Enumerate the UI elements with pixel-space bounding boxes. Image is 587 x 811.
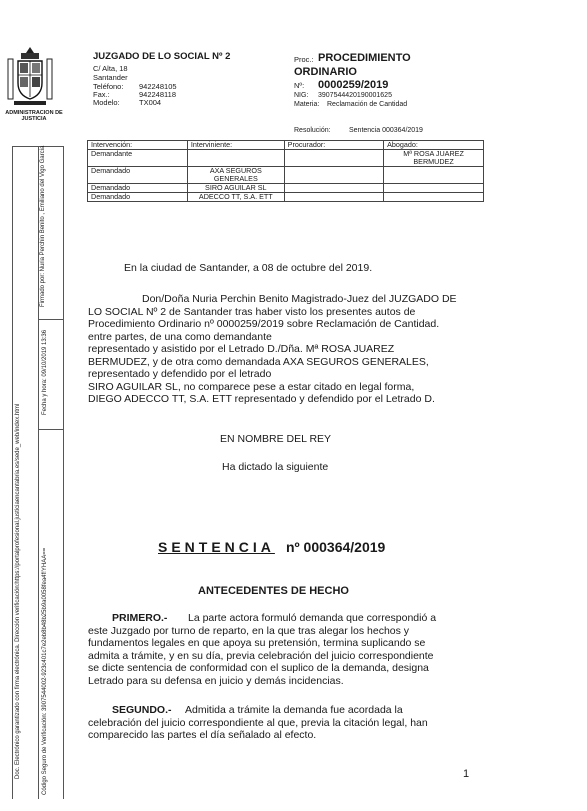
intro-line: SIRO AGUILAR SL, no comparece pese a estar citado en legal forma, xyxy=(88,380,415,393)
rey-heading: EN NOMBRE DEL REY xyxy=(220,433,332,445)
dictado-line: Ha dictado la siguiente xyxy=(222,461,329,473)
number-label: Nº: xyxy=(294,81,305,90)
table-row xyxy=(88,167,484,184)
intro-line: BERMUDEZ, y de otra como demandada AXA SEGUROS GENERALES, xyxy=(88,355,429,368)
intro-line: representado y asistido por el Letrado D./Dña. Mª ROSA JUAREZ xyxy=(88,343,395,355)
cell-interviniente: AXA SEGUROS GENERALES xyxy=(187,167,284,184)
cell-intervencion: Demandado xyxy=(88,184,188,193)
cell-intervencion: Demandante xyxy=(88,150,188,167)
segundo-line: Admitida a trámite la demanda fue acordada la xyxy=(185,704,403,716)
table-row xyxy=(88,150,484,167)
materia-label: Materia: xyxy=(294,101,320,108)
model-label: Modelo: xyxy=(93,98,120,107)
sign-date: Fecha y hora: 09/10/2019 13:36 xyxy=(42,329,48,415)
cell-abogado xyxy=(384,193,484,202)
nig-label: NIG: xyxy=(294,92,309,99)
address-line: C/ Alta, 18 xyxy=(93,64,128,73)
proc-value-1: PROCEDIMIENTO xyxy=(318,52,411,64)
table-row xyxy=(88,193,484,202)
cell-abogado: Mª ROSA JUAREZ BERMUDEZ xyxy=(384,150,484,167)
coat-of-arms-icon xyxy=(6,45,54,109)
cell-abogado xyxy=(384,184,484,193)
phone-label: Teléfono: xyxy=(93,82,124,91)
header-intervencion: Intervención: xyxy=(88,141,188,150)
emblem-label: ADMINISTRACION DE JUSTICIA xyxy=(5,110,63,122)
intro-line: DIEGO ADECCO TT, S.A. ETT representado y defendido por el Letrado D. xyxy=(88,393,435,405)
sentencia-title: SENTENCIA xyxy=(158,539,275,555)
cell-abogado xyxy=(384,167,484,184)
primero-line: La parte actora formuló demanda que correspondió a xyxy=(188,612,437,624)
proc-label: Proc.: xyxy=(294,55,314,64)
intro-line: entre partes, de una como demandante xyxy=(88,330,272,343)
intro-line: Don/Doña Nuria Perchin Benito Magistrado-Juez del JUZGADO DE xyxy=(142,293,457,305)
cell-interviniente xyxy=(187,150,284,167)
cell-procurador xyxy=(284,167,383,184)
antecedentes-heading: ANTECEDENTES DE HECHO xyxy=(198,585,349,597)
proc-value-2: ORDINARIO xyxy=(294,66,357,78)
intro-line: Procedimiento Ordinario nº 0000259/2019 sobre Reclamación de Cantidad. xyxy=(88,318,440,330)
intro-line: representado y defendido por el letrado xyxy=(88,368,272,380)
cell-interviniente: SIRO AGUILAR SL xyxy=(187,184,284,193)
cell-procurador xyxy=(284,184,383,193)
header-abogado: Abogado: xyxy=(384,141,484,150)
cell-procurador xyxy=(284,193,383,202)
signed-by: Firmado por: Nuria Perchin Benito , Emiliano del Vigo Garcia xyxy=(40,145,46,307)
doc-verification-note: Doc. Electrónico garantizado con firma electrónica. Dirección verificación:https://portalprofesional.justiciaencantabria.es/sede_web/index.html xyxy=(15,403,21,779)
segundo-paragraph xyxy=(88,704,483,742)
primero-line: se dicte sentencia de conformidad con el suplico de la demanda, designa xyxy=(88,662,429,674)
resolution-value: Sentencia 000364/2019 xyxy=(349,127,423,134)
fax-value: 942248118 xyxy=(139,90,176,99)
intro-line: LO SOCIAL Nº 2 de Santander tras haber visto los presentes autos de xyxy=(88,305,416,318)
model-value: TX004 xyxy=(139,98,162,107)
table-row xyxy=(88,184,484,193)
segundo-line: comparecido las partes el día señalado al efecto. xyxy=(88,729,317,741)
resolution-label: Resolución: xyxy=(294,127,331,134)
cell-intervencion: Demandado xyxy=(88,193,188,202)
header-interviniente: Interviniente: xyxy=(187,141,284,150)
segundo-label: SEGUNDO.- xyxy=(112,704,172,716)
signature-sidebar xyxy=(12,146,64,799)
cell-intervencion: Demandado xyxy=(88,167,188,184)
primero-line: este Juzgado por turno de reparto, en la que tras alegar los hechos y xyxy=(88,624,410,637)
page-number: 1 xyxy=(463,768,470,780)
primero-line: admita a trámite, y en su día, previa celebración del juicio correspondiente xyxy=(88,649,434,662)
materia-value: Reclamación de Cantidad xyxy=(327,101,408,108)
primero-line: fundamentos legales en que apoya su pretensión, termina suplicando se xyxy=(88,637,426,649)
court-name: JUZGADO DE LO SOCIAL Nº 2 xyxy=(93,51,231,62)
place-date: En la ciudad de Santander, a 08 de octubre del 2019. xyxy=(124,262,373,274)
cell-procurador xyxy=(284,150,383,167)
parties-table xyxy=(87,140,484,202)
intro-paragraph xyxy=(88,293,483,406)
primero-paragraph xyxy=(88,612,483,687)
primero-label: PRIMERO.- xyxy=(112,612,168,624)
verification-code: Código Seguro de Verificación: 3907544002-923c401c7e2eb8b48b25b9a0058fea4f!YHAA== xyxy=(42,547,48,795)
header-procurador: Procurador: xyxy=(284,141,383,150)
sentencia-number: nº 000364/2019 xyxy=(286,539,386,555)
nig-value: 3907544420190001625 xyxy=(318,92,392,99)
fax-label: Fax.: xyxy=(93,90,110,99)
city: Santander xyxy=(93,73,128,82)
segundo-line: celebración del juicio correspondiente al que, previa la citación legal, han xyxy=(88,716,428,729)
cell-interviniente: ADECCO TT, S.A. ETT xyxy=(187,193,284,202)
phone-value: 942248105 xyxy=(139,82,177,91)
case-number: 0000259/2019 xyxy=(318,79,389,91)
primero-line: Letrado para su defensa en juicio y demás incidencias. xyxy=(88,674,344,687)
